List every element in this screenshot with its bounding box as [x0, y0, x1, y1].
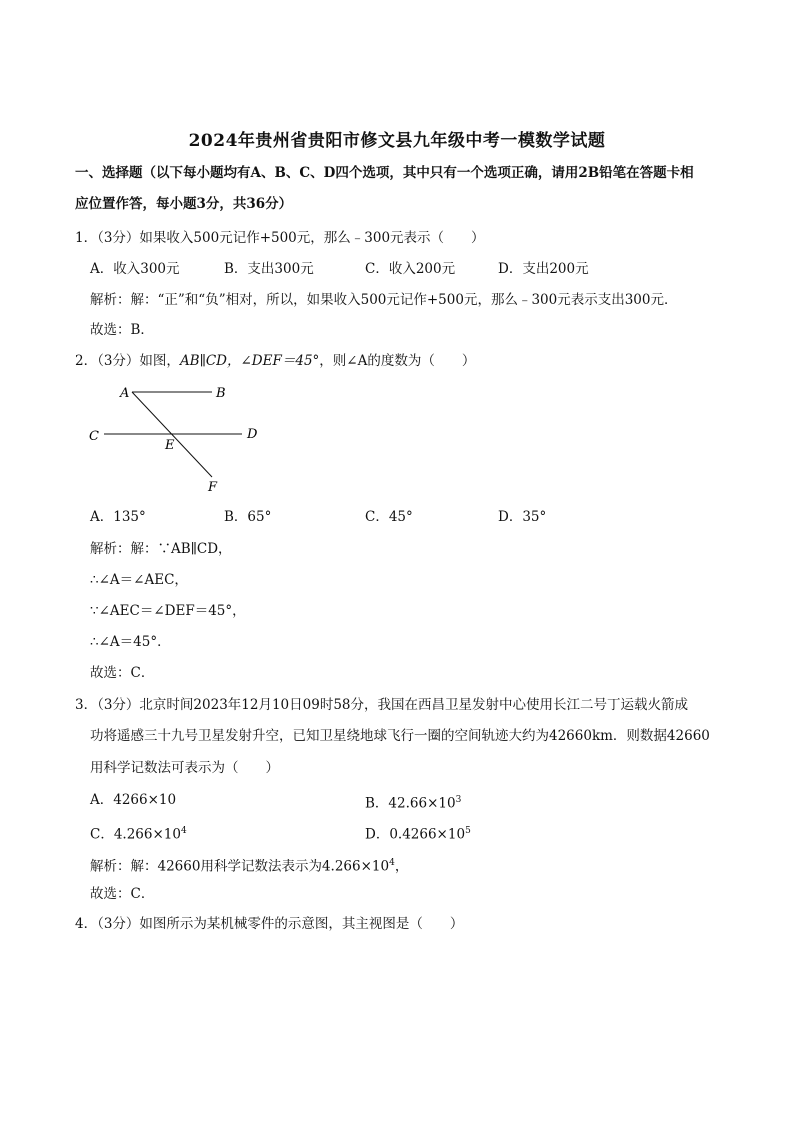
q3-option-b-exp: 3: [455, 795, 462, 805]
q2-figure: [80, 378, 270, 498]
q2-answer: 故选：C．: [90, 665, 155, 681]
q1-stem: 1．（3分）如果收入500元记作+500元，那么﹣300元表示（ ）: [75, 230, 485, 246]
q3-stem-line1: 3．（3分）北京时间2023年12月10日09时58分，我国在西昌卫星发射中心使用长江二号丁运载火箭成: [75, 697, 688, 713]
q3-stem-line2: 功将遥感三十九号卫星发射升空，已知卫星绕地球飞行一圈的空间轨迹大约为42660km．则数据42660: [90, 728, 710, 744]
q2-analysis-3: ∵∠AEC＝∠DEF＝45°，: [90, 603, 246, 619]
q2-option-c: C．45°: [365, 509, 413, 525]
section-heading: [75, 158, 735, 220]
q3-option-b: [365, 790, 461, 814]
q3-analysis: [90, 853, 408, 877]
q2-option-d: D．35°: [498, 509, 547, 525]
section-heading-line1: 一、选择题（以下每小题均有A、B、C、D四个选项，其中只有一个选项正确，请用2B铅笔在答题卡相: [75, 165, 694, 181]
q2-option-a: A．135°: [90, 509, 146, 525]
label-b: B: [216, 386, 226, 401]
q1-option-c: C．收入200元: [365, 261, 456, 277]
page-title: 2024年贵州省贵阳市修文县九年级中考一模数学试题: [188, 131, 606, 151]
q3-option-c-base: C．4.266×10: [90, 826, 181, 843]
q2-analysis-1: 解析：解：∵AB∥CD，: [90, 541, 232, 557]
q3-option-a: A．4266×10: [90, 792, 177, 808]
label-d: D: [247, 427, 258, 442]
q3-analysis-base: 解析：解：42660用科学记数法表示为4.266×10: [90, 858, 390, 875]
q1-answer: 故选：B．: [90, 322, 154, 338]
q3-analysis-exp: 4: [389, 858, 395, 868]
section-heading-line2: 应位置作答，每小题3分，共36分）: [75, 196, 293, 212]
q3-option-c: [90, 821, 187, 845]
q2-stem: [75, 351, 475, 371]
q3-option-d-exp: 5: [465, 826, 471, 836]
q1-option-a: A．收入300元: [90, 261, 180, 277]
q2-option-b: B．65°: [224, 509, 272, 525]
q2-analysis-2: ∴∠A＝∠AEC，: [90, 572, 188, 588]
q2-stem-math: AB∥CD，∠DEF＝45°: [179, 353, 320, 369]
label-a: A: [120, 386, 130, 401]
q1-option-d: D．支出200元: [498, 261, 589, 277]
q3-option-b-base: B．42.66×10: [365, 795, 456, 812]
q3-option-d: [365, 821, 471, 845]
q2-stem-prefix: 2．（3分）如图，: [75, 353, 180, 369]
q1-analysis: 解析：解：“正”和“负”相对，所以，如果收入500元记作+500元，那么﹣300元表示支出300元．: [90, 292, 678, 308]
q3-option-d-base: D．0.4266×10: [365, 826, 466, 843]
label-c: C: [89, 429, 99, 444]
q4-stem: 4．（3分）如图所示为某机械零件的示意图，其主视图是（ ）: [75, 916, 464, 932]
q2-stem-suffix: ，则∠A的度数为（ ）: [319, 353, 476, 369]
label-e: E: [165, 438, 175, 453]
q3-answer: 故选：C．: [90, 886, 155, 902]
q1-option-b: B．支出300元: [224, 261, 314, 277]
q3-analysis-end: ，: [394, 858, 409, 875]
label-f: F: [208, 480, 218, 495]
q3-option-c-exp: 4: [180, 826, 187, 836]
q3-stem-line3: 用科学记数法可表示为（ ）: [90, 760, 279, 776]
q2-analysis-4: ∴∠A＝45°．: [90, 634, 171, 650]
